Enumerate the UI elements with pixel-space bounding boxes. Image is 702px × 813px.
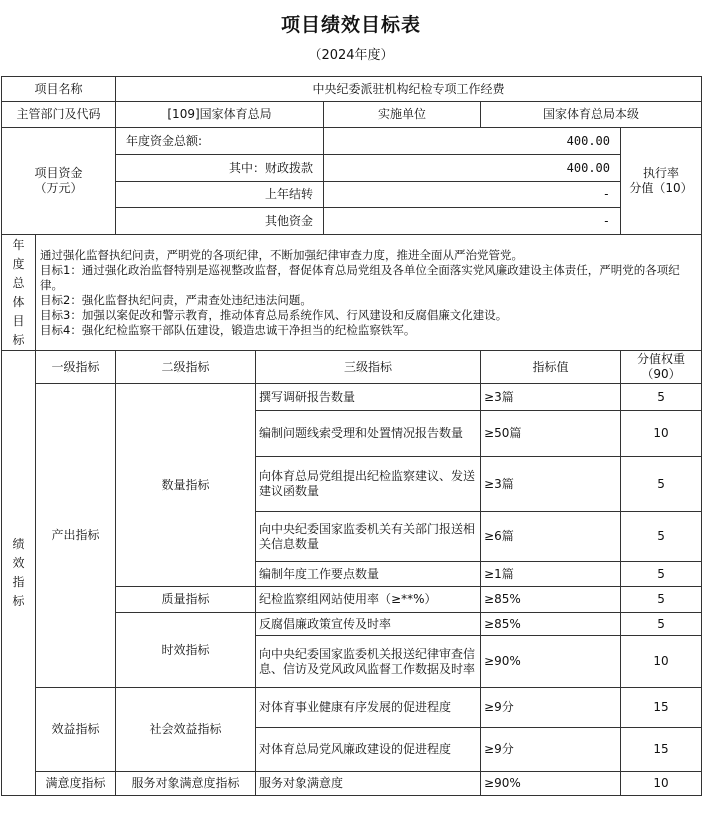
group-output: 产出指标 xyxy=(36,384,116,688)
indicator-weight: 5 xyxy=(621,613,702,636)
header-weight-line2: （90） xyxy=(641,367,681,381)
indicator-value: ≥50篇 xyxy=(481,411,621,457)
indicator-value: ≥1篇 xyxy=(481,562,621,587)
indicator-weight: 10 xyxy=(621,772,702,796)
implementing-unit-label: 实施单位 xyxy=(324,102,481,128)
goal-line: 目标1：通过强化政治监督特别是巡视整改监督，督促体育总局党组及各单位全面落实党风廉政建设主体责任，严明党的各项纪律。 xyxy=(40,262,680,292)
fiscal-funds-label: 其中：财政拨款 xyxy=(116,155,324,182)
indicator-value: ≥9分 xyxy=(481,728,621,772)
goal-line: 通过强化监督执纪问责，严明党的各项纪律，不断加强纪律审查力度，推进全面从严治党管党。 xyxy=(40,247,523,262)
indicator-name: 反腐倡廉政策宣传及时率 xyxy=(256,613,481,636)
indicator-weight: 5 xyxy=(621,562,702,587)
indicator-weight: 5 xyxy=(621,457,702,512)
fiscal-funds-value: 400.00 xyxy=(324,155,621,182)
execution-rate-label-line1: 执行率 xyxy=(643,166,680,180)
goal-line: 目标3：加强以案促改和警示教育，推动体育总局系统作风、行风建设和反腐倡廉文化建设。 xyxy=(40,307,508,322)
indicators-side-char: 效 xyxy=(12,556,25,570)
goals-side-char: 总 xyxy=(12,275,25,290)
indicator-name: 向体育总局党组提出纪检监察建议、发送建议函数量 xyxy=(256,457,481,512)
other-funds-label: 其他资金 xyxy=(116,208,324,235)
group-service-satisfaction: 服务对象满意度指标 xyxy=(116,772,256,796)
project-funds-label-line2: （万元） xyxy=(34,181,83,195)
indicator-value: ≥85% xyxy=(481,613,621,636)
goals-side-char: 标 xyxy=(12,332,25,347)
indicators-side-char: 标 xyxy=(12,594,25,608)
indicator-name: 对体育总局党风廉政建设的促进程度 xyxy=(256,728,481,772)
indicator-value: ≥9分 xyxy=(481,688,621,728)
year-label: （2024年度） xyxy=(308,48,394,63)
project-name-value: 中央纪委派驻机构纪检专项工作经费 xyxy=(116,77,702,102)
header-level2: 二级指标 xyxy=(116,351,256,384)
performance-goal-table xyxy=(1,76,702,796)
indicator-weight: 10 xyxy=(621,636,702,688)
header-value: 指标值 xyxy=(481,351,621,384)
indicators-side-char: 指 xyxy=(12,575,25,589)
indicator-name: 编制年度工作要点数量 xyxy=(256,562,481,587)
indicator-value: ≥85% xyxy=(481,587,621,613)
header-level3: 三级指标 xyxy=(256,351,481,384)
total-funds-value: 400.00 xyxy=(324,128,621,155)
header-level1: 一级指标 xyxy=(36,351,116,384)
project-name-label: 项目名称 xyxy=(2,77,116,102)
indicator-name: 编制问题线索受理和处置情况报告数量 xyxy=(256,411,481,457)
goal-line: 目标2：强化监督执纪问责，严肃查处违纪违法问题。 xyxy=(40,292,312,307)
project-funds-label-line1: 项目资金 xyxy=(34,166,83,180)
goals-side-char: 度 xyxy=(12,256,25,271)
implementing-unit-value: 国家体育总局本级 xyxy=(481,102,702,128)
indicator-value: ≥90% xyxy=(481,636,621,688)
indicator-name: 对体育事业健康有序发展的促进程度 xyxy=(256,688,481,728)
page-title: 项目绩效目标表 xyxy=(280,14,421,36)
indicator-name: 向中央纪委国家监委机关有关部门报送相关信息数量 xyxy=(256,512,481,562)
goals-side-char: 目 xyxy=(12,313,25,328)
header-weight xyxy=(621,351,702,384)
indicator-name: 服务对象满意度 xyxy=(256,772,481,796)
goal-line: 目标4：强化纪检监察干部队伍建设，锻造忠诚干净担当的纪检监察铁军。 xyxy=(40,322,416,337)
indicator-value: ≥3篇 xyxy=(481,384,621,411)
goals-side-char: 体 xyxy=(12,294,25,309)
other-funds-value: - xyxy=(324,208,621,235)
performance-indicators-label xyxy=(2,351,36,796)
carryover-funds-label: 上年结转 xyxy=(116,182,324,208)
indicator-value: ≥90% xyxy=(481,772,621,796)
group-quantity: 数量指标 xyxy=(116,384,256,587)
indicator-weight: 5 xyxy=(621,587,702,613)
indicator-weight: 10 xyxy=(621,411,702,457)
department-value: [109]国家体育总局 xyxy=(116,102,324,128)
indicator-value: ≥6篇 xyxy=(481,512,621,562)
execution-rate-label xyxy=(621,128,702,235)
annual-goals-text xyxy=(36,235,702,351)
indicators-side-char: 绩 xyxy=(12,537,25,551)
annual-goals-label xyxy=(2,235,36,351)
execution-rate-label-line2: 分值（10） xyxy=(629,181,693,195)
carryover-funds-value: - xyxy=(324,182,621,208)
indicator-value: ≥3篇 xyxy=(481,457,621,512)
total-funds-label: 年度资金总额: xyxy=(116,128,324,155)
project-funds-label xyxy=(2,128,116,235)
header-weight-line1: 分值权重 xyxy=(637,352,686,366)
indicator-name: 纪检监察组网站使用率（≥**%） xyxy=(256,587,481,613)
department-label: 主管部门及代码 xyxy=(2,102,116,128)
group-quality: 质量指标 xyxy=(116,587,256,613)
goals-side-char: 年 xyxy=(12,237,25,252)
group-satisfaction: 满意度指标 xyxy=(36,772,116,796)
indicator-weight: 5 xyxy=(621,384,702,411)
indicator-name: 向中央纪委国家监委机关报送纪律审查信息、信访及党风政风监督工作数据及时率 xyxy=(256,636,481,688)
indicator-name: 撰写调研报告数量 xyxy=(256,384,481,411)
indicator-weight: 5 xyxy=(621,512,702,562)
group-benefit: 效益指标 xyxy=(36,688,116,772)
group-social-benefit: 社会效益指标 xyxy=(116,688,256,772)
indicator-weight: 15 xyxy=(621,728,702,772)
indicator-weight: 15 xyxy=(621,688,702,728)
group-timeliness: 时效指标 xyxy=(116,613,256,688)
